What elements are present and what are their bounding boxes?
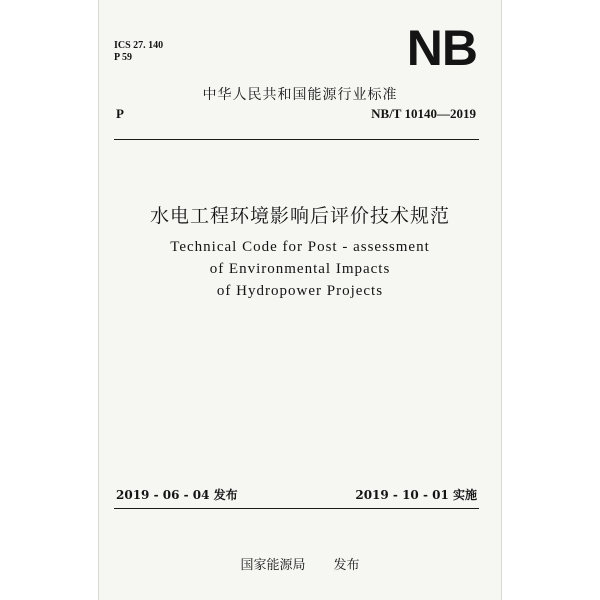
p-code: P 59 [114,52,133,63]
title-chinese: 水电工程环境影响后评价技术规范 [149,205,450,227]
title-english-line-2: of Environmental Impacts [209,261,391,277]
nb-logo: NB [406,20,477,76]
publish-action: 发布 [333,558,360,573]
issue-date: 2019 - 06 - 04 发布 [116,488,238,502]
title-english-line-1: Technical Code for Post - assessment [170,239,430,255]
publisher-name: 国家能源局 [240,558,306,573]
standard-number: NB/T 10140—2019 [371,106,476,121]
category-code: P [116,106,124,121]
issuing-organization: 中华人民共和国能源行业标准 [202,87,398,103]
ics-code: ICS 27. 140 [114,40,164,51]
standard-cover [98,0,502,600]
title-english-line-3: of Hydropower Projects [216,283,384,299]
top-divider [114,139,479,140]
publisher-line [99,554,501,573]
implementation-date: 2019 - 10 - 01 实施 [355,488,477,502]
classification-codes [114,40,163,64]
bottom-divider [114,508,479,509]
